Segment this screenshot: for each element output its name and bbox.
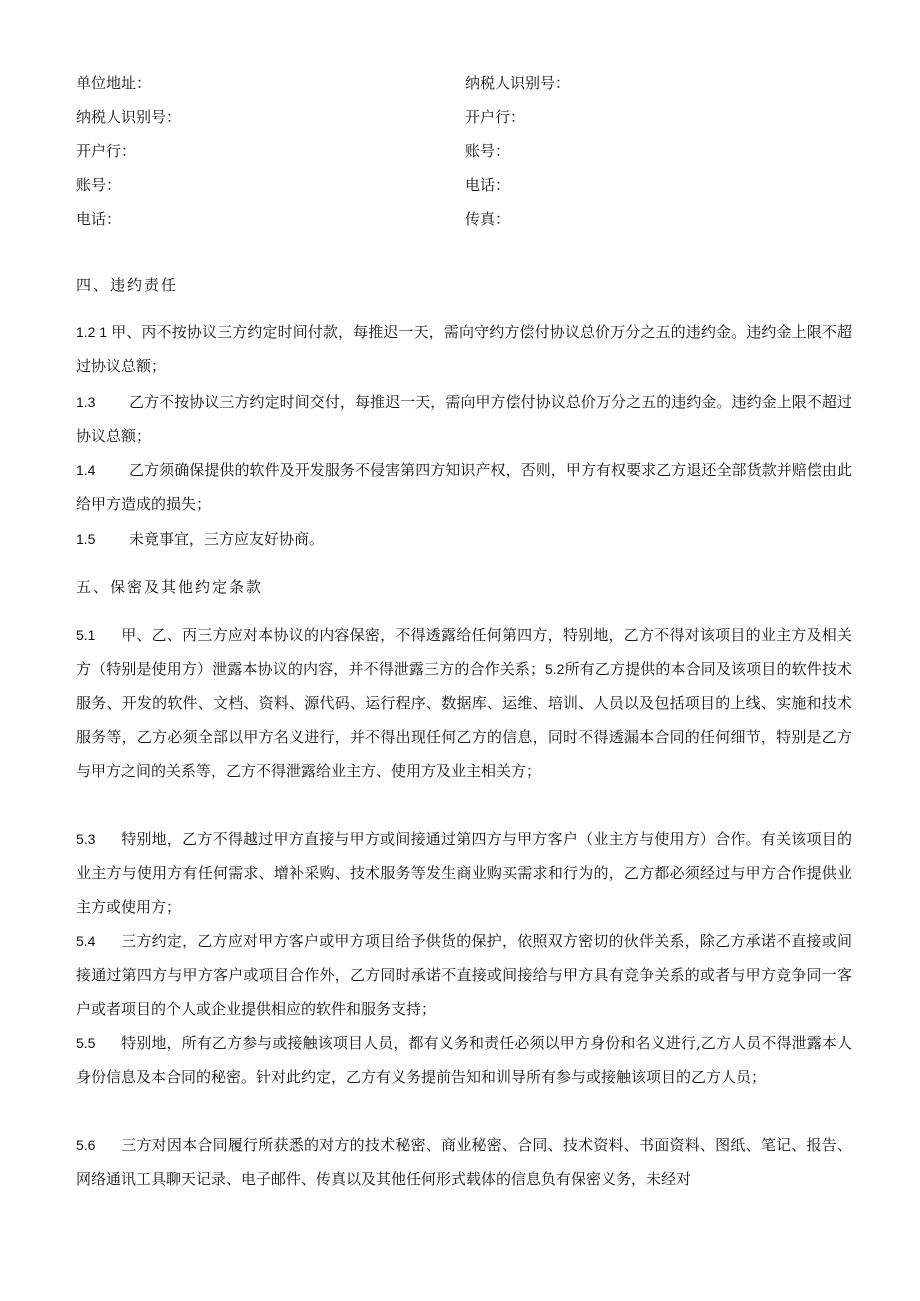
- clause-number: 1.3: [76, 394, 96, 410]
- clause-1-3: [76, 385, 852, 453]
- party-info-row: [76, 70, 856, 104]
- party-info-row: [76, 206, 856, 240]
- clause-text: 特别地，所有乙方参与或接触该项目人员，都有义务和责任必须以甲方身份和名义进行,乙方人员不得泄露本人身份信息及本合同的秘密。针对此约定，乙方有义务提前告知和训导所有参与或接触该项目的乙方人员；: [76, 1034, 852, 1086]
- clause-text: 特别地，乙方不得越过甲方直接与甲方或间接通过第四方与甲方客户（业主方与使用方）合作。有关该项目的业主方与使用方有任何需求、增补采购、技术服务等发生商业购买需求和行为的，乙方都必须经过与甲方合作提供业主方或使用方；: [76, 830, 852, 916]
- bank-label: 开户行：: [465, 108, 526, 126]
- clause-text: 甲、乙、丙三方应对本协议的内容保密，不得透露给任何第四方，特别地，乙方不得对该项目的业主方及相关方（特别是使用方）泄露本协议的内容，并不得泄露三方的合作关系；: [76, 626, 852, 678]
- clause-text: 乙方须确保提供的软件及开发服务不侵害第四方知识产权，否则，甲方有权要求乙方退还全部货款并赔偿由此给甲方造成的损失；: [76, 461, 852, 513]
- bank-label: 开户行：: [76, 142, 137, 160]
- clause-number: 1.2 1: [76, 324, 108, 340]
- clause-number: 5.4: [76, 933, 96, 949]
- clause-5-4: [76, 924, 852, 1026]
- clause-1-2: [76, 315, 852, 383]
- clause-5-6: [76, 1128, 852, 1196]
- clause-5-5: [76, 1026, 852, 1094]
- section-4-title: 四、违约责任: [76, 276, 179, 294]
- phone-label: 电话：: [465, 176, 511, 194]
- clause-text: 所有乙方提供的本合同及该项目的软件技术服务、开发的软件、文档、资料、源代码、运行程序、数据库、运维、培训、人员以及包括项目的上线、实施和技术服务等，乙方必须全部以甲方名义进行，并不得出现任何乙方的信息，同时不得透漏本合同的任何细节，特别是乙方与甲方之间的关系等，乙方不得泄露给业主方、使用方及业主相关方；: [76, 660, 852, 780]
- taxpayer-id-label: 纳税人识别号：: [76, 108, 182, 126]
- clause-1-4: [76, 453, 852, 521]
- section-5-title: 五、保密及其他约定条款: [76, 578, 264, 596]
- party-info-row: [76, 138, 856, 172]
- clause-1-5: [76, 522, 852, 556]
- clause-number-inline: 5.2: [544, 661, 565, 677]
- clause-text: 三方约定，乙方应对甲方客户或甲方项目给予供货的保护，依照双方密切的伙伴关系，除乙方承诺不直接或间接通过第四方与甲方客户或项目合作外，乙方同时承诺不直接或间接给与甲方具有竞争关系的或者与甲方竞争同一客户或者项目的个人或企业提供相应的软件和服务支持；: [76, 932, 852, 1018]
- party-info-row: [76, 104, 856, 138]
- clause-number: 5.3: [76, 831, 96, 847]
- clause-number: 5.5: [76, 1035, 96, 1051]
- unit-address-label: 单位地址：: [76, 74, 152, 92]
- clause-5-1: [76, 618, 852, 788]
- clause-text: 三方对因本合同履行所获悉的对方的技术秘密、商业秘密、合同、技术资料、书面资料、图纸、笔记、报告、网络通讯工具聊天记录、电子邮件、传真以及其他任何形式载体的信息负有保密义务，未经对: [76, 1136, 852, 1188]
- fax-label: 传真：: [465, 210, 511, 228]
- clause-text: 未竟事宜，三方应友好协商。: [129, 530, 325, 548]
- clause-text: 甲、丙不按协议三方约定时间付款，每推迟一天，需向守约方偿付协议总价万分之五的违约金。违约金上限不超过协议总额；: [76, 323, 852, 375]
- party-info-row: [76, 172, 856, 206]
- clause-number: 1.4: [76, 462, 96, 478]
- clause-number: 1.5: [76, 531, 96, 547]
- account-label: 账号：: [76, 176, 122, 194]
- clause-5-3: [76, 822, 852, 924]
- party-info-grid: [76, 70, 856, 240]
- clause-text: 乙方不按协议三方约定时间交付，每推迟一天，需向甲方偿付协议总价万分之五的违约金。违约金上限不超过协议总额；: [76, 393, 852, 445]
- clause-number: 5.6: [76, 1137, 96, 1153]
- taxpayer-id-label: 纳税人识别号：: [465, 74, 571, 92]
- account-label: 账号：: [465, 142, 511, 160]
- clause-number: 5.1: [76, 627, 96, 643]
- phone-label: 电话：: [76, 210, 122, 228]
